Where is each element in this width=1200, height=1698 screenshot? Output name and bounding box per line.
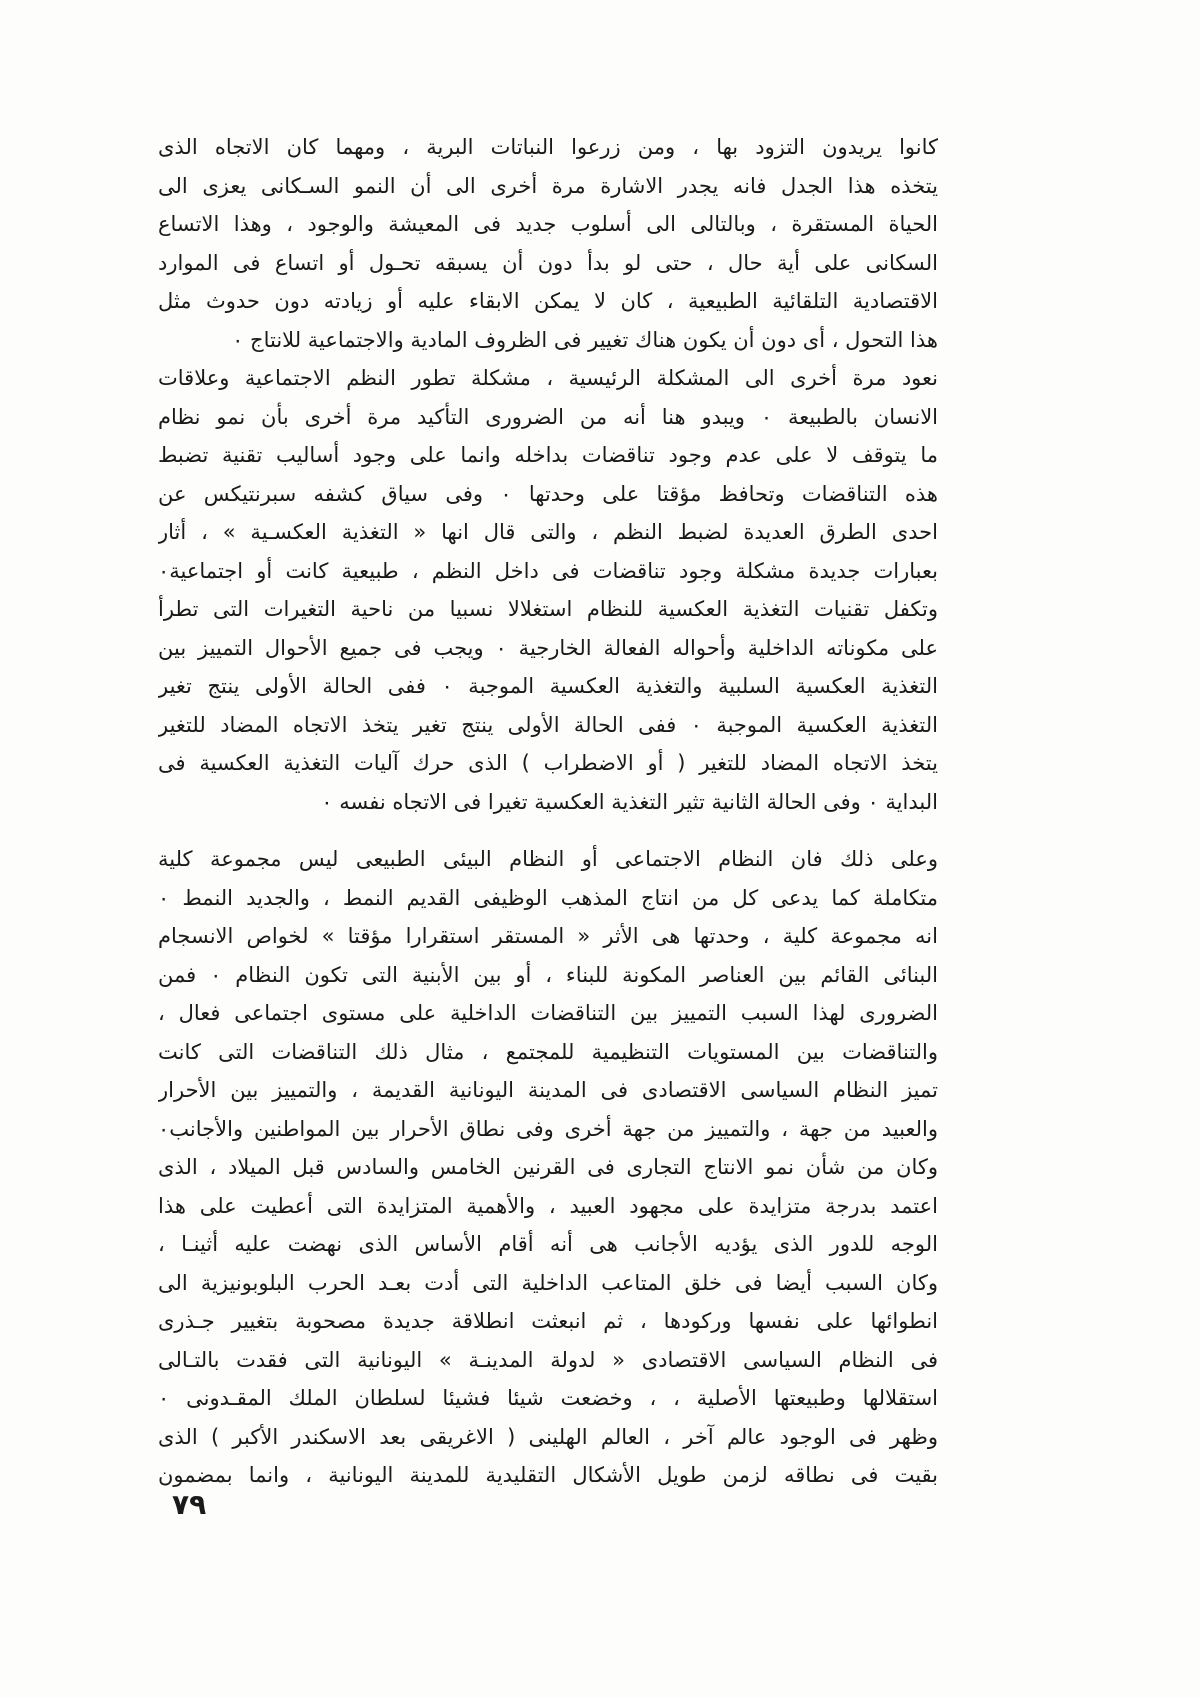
text-line: الحياة المستقرة ، وبالتالى الى أسلوب جديد فى المعيشة والوجود ، وهذا الاتساع bbox=[158, 212, 938, 236]
text-line: هذه التناقضات وتحافظ مؤقتا على وحدتها ٠ وفى سياق كشفه سبرنتيكس عن bbox=[158, 481, 938, 506]
text-line: استقلالها وطبيعتها الأصلية ، ، وخضعت شيئا فشيئا لسلطان الملك المقـدونى ٠ bbox=[158, 1386, 938, 1410]
text-line: بقيت فى نطاقه لزمن طويل الأشكال التقليدية للمدينة اليونانية ، وانما بمضمون bbox=[158, 1463, 938, 1487]
paragraph-1 bbox=[158, 128, 938, 821]
text-line: يتخذه هذا الجدل فانه يجدر الاشارة مرة أخرى الى أن النمو السـكانى يعزى الى bbox=[158, 173, 938, 198]
text-line: انه مجموعة كلية ، وحدتها هى الأثر « المستقر استقرارا مؤقتا » لخواص الانسجام bbox=[158, 924, 938, 948]
text-line: وظهر فى الوجود عالم آخر ، العالم الهلينى ( الاغريقى بعد الاسكندر الأكبر ) الذى bbox=[158, 1424, 938, 1449]
text-line: البداية ٠ وفى الحالة الثانية تثير التغذية العكسية تغيرا فى الاتجاه نفسه ٠ bbox=[321, 789, 938, 814]
text-line: التغذية العكسية الموجبة ٠ ففى الحالة الأولى ينتج تغير يتخذ الاتجاه المضاد للتغير bbox=[158, 712, 938, 737]
text-line: الوجه للدور الذى يؤديه الأجانب هى أنه أقام الأساس الذى نهضت عليه أثينـا ، bbox=[158, 1232, 938, 1256]
text-line: التغذية العكسية السلبية والتغذية العكسية الموجبة ٠ ففى الحالة الأولى ينتج تغير bbox=[158, 674, 938, 698]
text-line: البنائى القائم بين العناصر المكونة للبناء ، أو بين الأبنية التى تكون النظام ٠ فمن bbox=[158, 962, 938, 987]
text-line: على مكوناته الداخلية وأحواله الفعالة الخارجية ٠ ويجب فى جميع الأحوال التمييز بين bbox=[158, 635, 938, 660]
text-line: متكاملة كما يدعى كل من انتاج المذهب الوظيفى القديم النمط ، والجديد النمط ٠ bbox=[158, 885, 938, 910]
text-line: السكانى على أية حال ، حتى لو بدأ دون أن يسبقه تحـول أو اتساع فى الموارد bbox=[158, 250, 938, 275]
text-line: والتناقضات بين المستويات التنظيمية للمجتمع ، مثال ذلك التناقضات التى كانت bbox=[158, 1039, 938, 1064]
text-line: الانسان بالطبيعة ٠ ويبدو هنا أنه من الضرورى التأكيد مرة أخرى بأن نمو نظام bbox=[158, 404, 938, 429]
text-line: وعلى ذلك فان النظام الاجتماعى أو النظام البيئى الطبيعى ليس مجموعة كلية bbox=[158, 847, 938, 871]
text-line: تميز النظام السياسى الاقتصادى فى المدينة اليونانية القديمة ، والتمييز بين الأحرار bbox=[158, 1078, 938, 1102]
page-number: ٧٩ bbox=[172, 1488, 207, 1521]
text-line: هذا التحول ، أى دون أن يكون هناك تغيير فى الظروف المادية والاجتماعية للانتاج ٠ bbox=[232, 327, 938, 352]
text-line: اعتمد بدرجة متزايدة على مجهود العبيد ، والأهمية المتزايدة التى أعطيت على هذا bbox=[158, 1193, 938, 1218]
text-line: احدى الطرق العديدة لضبط النظم ، والتى قال انها « التغذية العكسـية » ، أثار bbox=[158, 520, 938, 544]
text-line: وتكفل تقنيات التغذية العكسية للنظام استغلالا نسبيا من ناحية التغيرات التى تطرأ bbox=[158, 597, 938, 621]
text-line: فى النظام السياسى الاقتصادى « لدولة المدينـة » اليونانية التى فقدت بالتـالى bbox=[158, 1347, 938, 1372]
text-line: ما يتوقف لا على عدم وجود تناقضات بداخله وانما على وجود أساليب تقنية تضبط bbox=[158, 443, 938, 467]
paragraph-2 bbox=[158, 840, 938, 1495]
text-line: وكان من شأن نمو الانتاج التجارى فى القرنين الخامس والسادس قبل الميلاد ، الذى bbox=[158, 1155, 938, 1179]
text-line: وكان السبب أيضا فى خلق المتاعب الداخلية التى أدت بعـد الحرب البلوبونيزية الى bbox=[158, 1270, 938, 1295]
text-line: كانوا يريدون التزود بها ، ومن زرعوا النباتات البرية ، ومهما كان الاتجاه الذى bbox=[158, 135, 938, 159]
text-line: بعبارات جديدة مشكلة وجود تناقضات فى داخل النظم ، طبيعية كانت أو اجتماعية٠ bbox=[158, 558, 938, 583]
text-line: نعود مرة أخرى الى المشكلة الرئيسية ، مشكلة تطور النظم الاجتماعية وعلاقات bbox=[158, 366, 938, 390]
text-line: انطوائها على نفسها وركودها ، ثم انبعثت انطلاقة جديدة مصحوبة بتغيير جـذرى bbox=[158, 1309, 938, 1333]
text-line: الضرورى لهذا السبب التمييز بين التناقضات الداخلية على مستوى اجتماعى فعال ، bbox=[158, 1001, 938, 1025]
text-line: الاقتصادية التلقائية الطبيعية ، كان لا يمكن الابقاء عليه أو زيادته دون حدوث مثل bbox=[158, 289, 938, 313]
text-line: والعبيد من جهة ، والتمييز من جهة أخرى وفى نطاق الأحرار بين المواطنين والأجانب٠ bbox=[158, 1116, 938, 1141]
text-line: يتخذ الاتجاه المضاد للتغير ( أو الاضطراب ) الذى حرك آليات التغذية العكسية فى bbox=[158, 751, 938, 775]
